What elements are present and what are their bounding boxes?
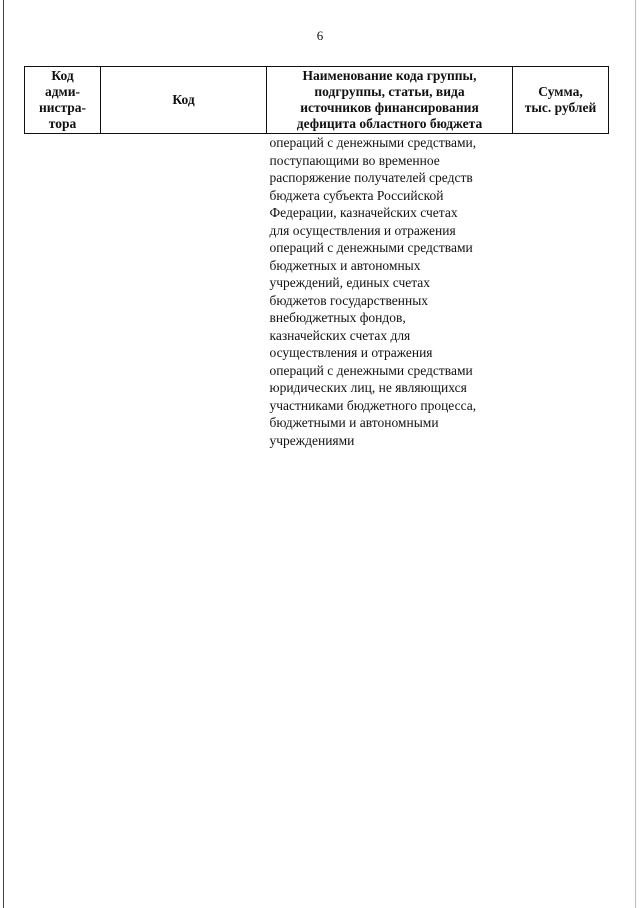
budget-sources-table xyxy=(24,66,609,449)
scan-edge-left xyxy=(3,0,4,908)
table-row xyxy=(25,134,609,450)
header-admin-code: Код адми- нистра- тора xyxy=(25,67,101,134)
table-header-row xyxy=(25,67,609,134)
header-name: Наименование кода группы, подгруппы, статьи, вида источников финансирования дефицита областного бюджета xyxy=(267,67,513,134)
cell-code xyxy=(101,134,267,450)
cell-amount xyxy=(513,134,609,450)
page-number: 6 xyxy=(316,28,324,43)
header-amount: Сумма, тыс. рублей xyxy=(513,67,609,134)
scan-edge-right xyxy=(635,0,636,908)
cell-description: операций с денежными средствами, поступающими во временное распоряжение получателей средств бюджета субъекта Российской Федерации, казначейских счетах для осуществления и отражения операций с денежными средствами бюджетных и автономных учреждений, единых счетах бюджетов государственных внебюджетных фондов, казначейских счетах для осуществления и отражения операций с денежными средствами юридических лиц, не являющихся участниками бюджетного процесса, бюджетными и автономными учреждениями xyxy=(269,135,477,448)
header-code: Код xyxy=(101,67,267,134)
cell-admin-code xyxy=(25,134,101,450)
